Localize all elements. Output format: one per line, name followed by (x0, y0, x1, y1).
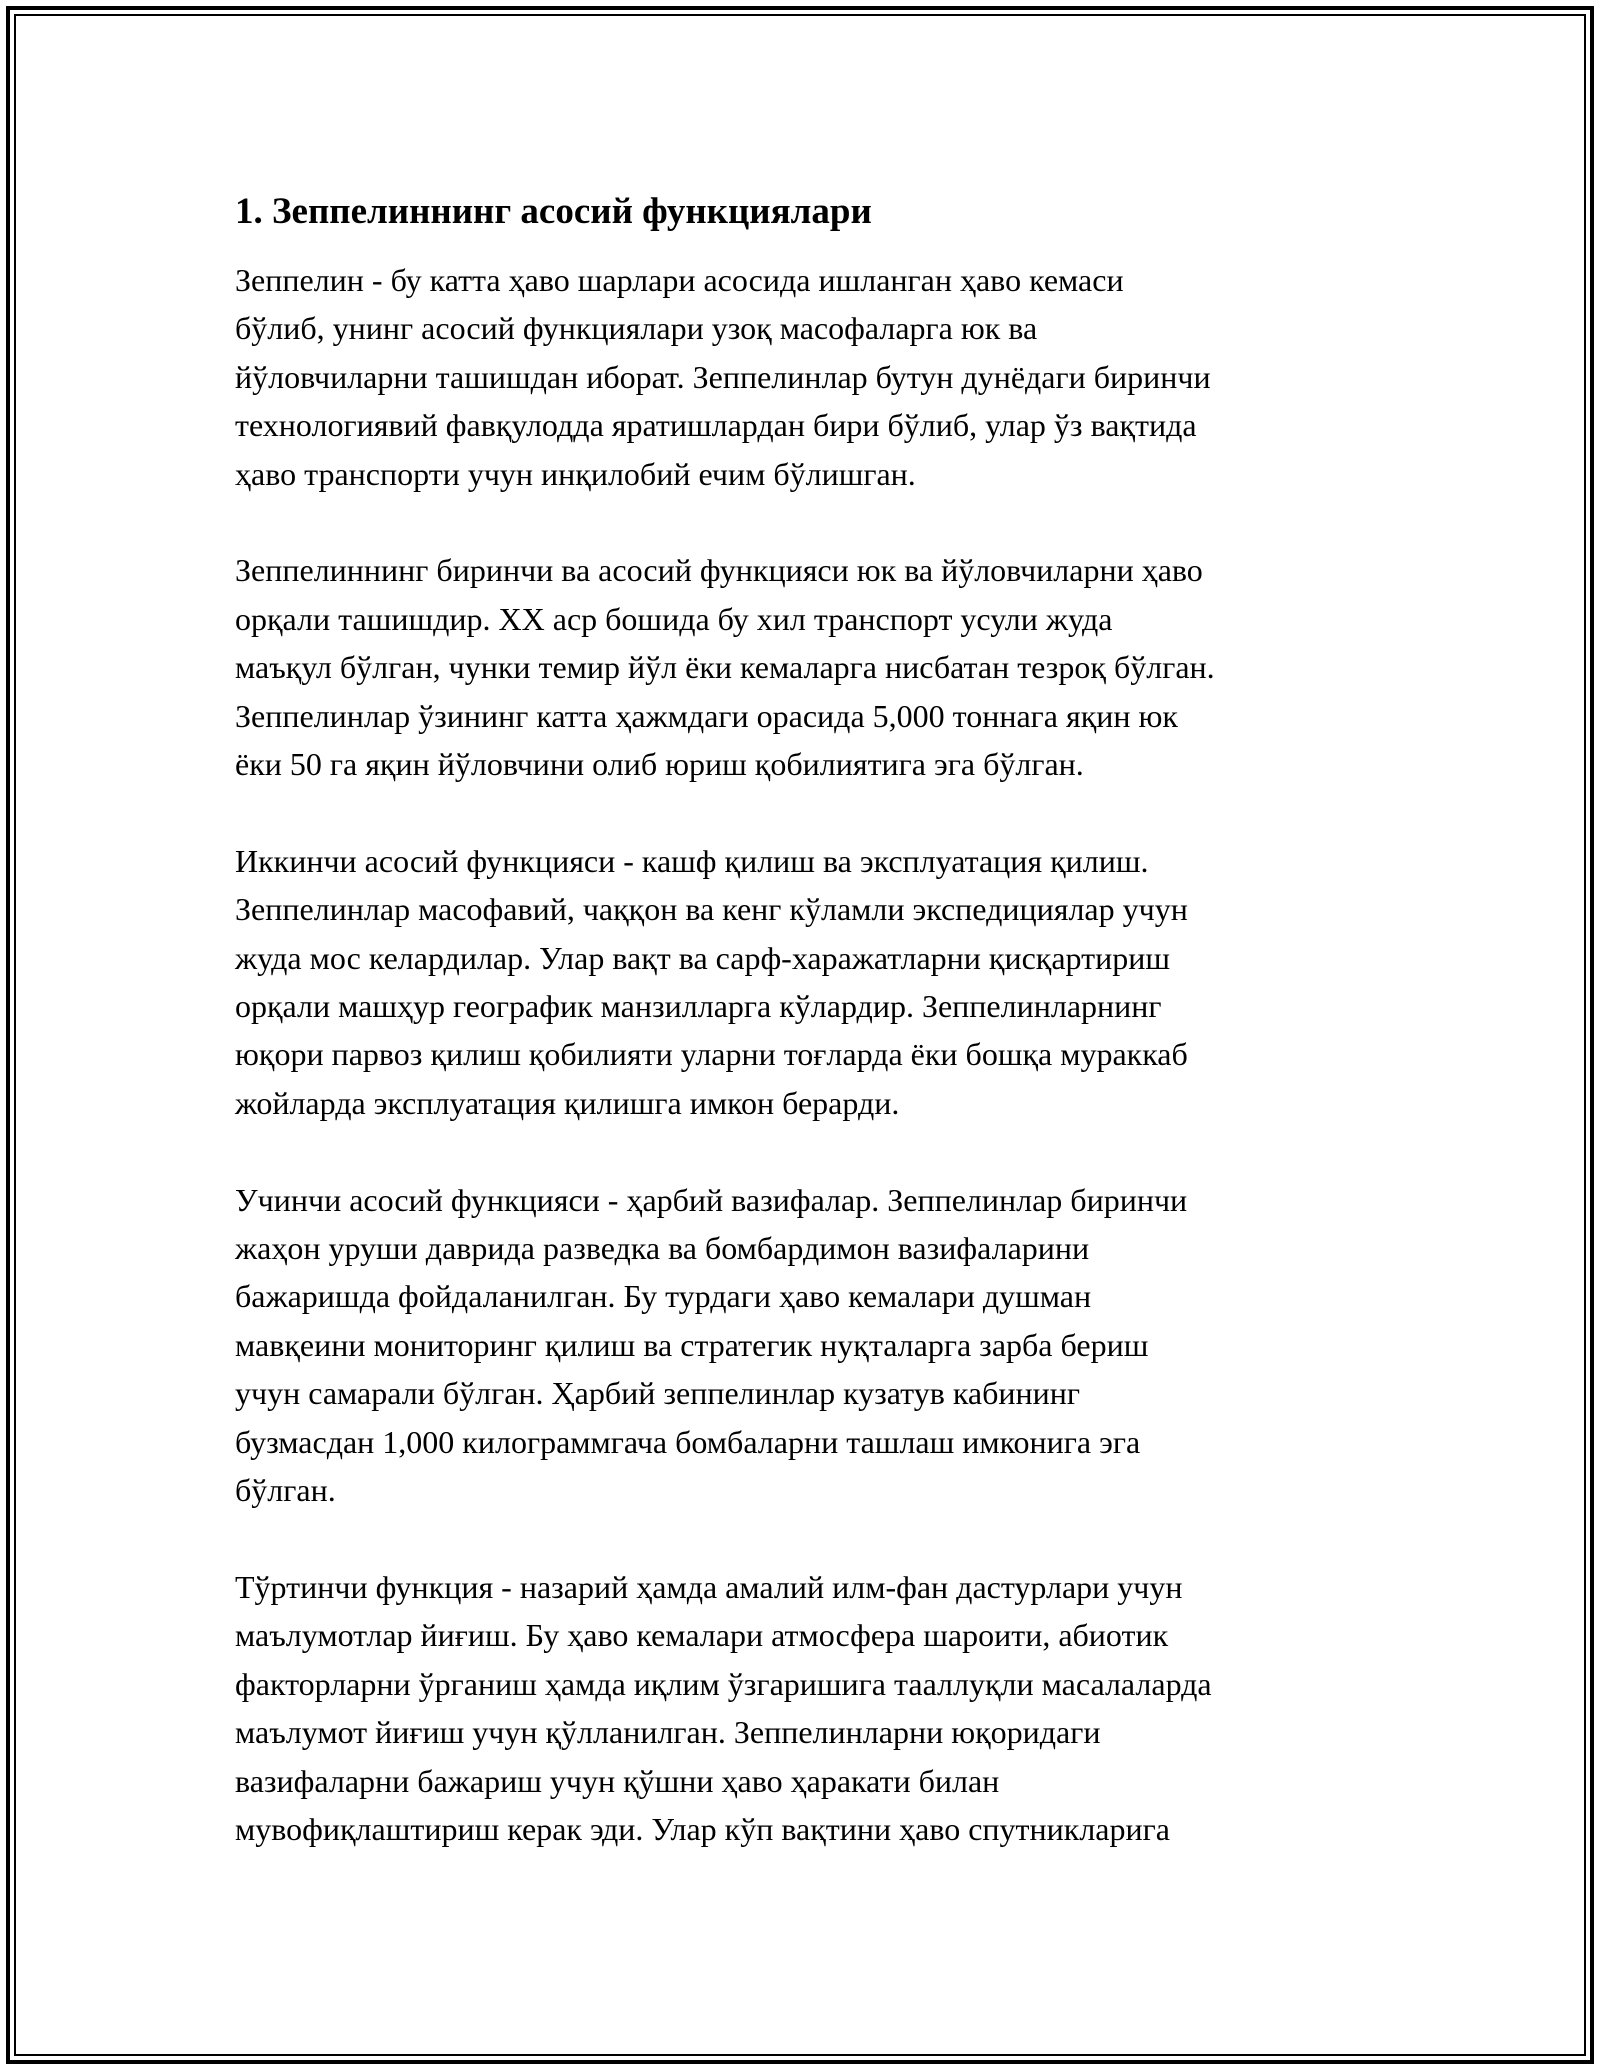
paragraph-4 (235, 1176, 1365, 1515)
text-line: Учинчи асосий функцияси - ҳарбий вазифалар. Зеппелинлар биринчи (235, 1181, 1188, 1218)
paragraph-1 (235, 256, 1365, 498)
paragraph-2 (235, 546, 1365, 788)
text-line: Зеппелинлар масофавий, чаққон ва кенг кўламли экспедициялар учун (235, 891, 1188, 928)
paragraph-3 (235, 837, 1365, 1127)
section-heading: 1. Зеппелиннинг асосий функциялари (235, 191, 872, 232)
text-line: йўловчиларни ташишдан иборат. Зеппелинлар бутун дунёдаги биринчи (235, 358, 1211, 395)
paragraph-5 (235, 1563, 1365, 1853)
text-line: вазифаларни бажариш учун қўшни ҳаво ҳаракати билан (235, 1762, 1000, 1799)
text-line: орқали машҳур географик манзилларга кўлардир. Зеппелинларнинг (235, 988, 1162, 1025)
text-line: бўлиб, унинг асосий функциялари узоқ масофаларга юк ва (235, 310, 1038, 347)
text-line: мавқеини мониторинг қилиш ва стратегик нуқталарга зарба бериш (235, 1326, 1149, 1363)
text-line: жуда мос келардилар. Улар вақт ва сарф-харажатларни қисқартириш (235, 939, 1170, 976)
text-line: факторларни ўрганиш ҳамда иқлим ўзгаришига тааллуқли масалаларда (235, 1665, 1212, 1702)
text-line: технологиявий фавқулодда яратишлардан бири бўлиб, улар ўз вақтида (235, 407, 1197, 444)
text-line: юқори парвоз қилиш қобилияти уларни тоғларда ёки бошқа мураккаб (235, 1036, 1188, 1073)
text-line: Иккинчи асосий функцияси - кашф қилиш ва эксплуатация қилиш. (235, 842, 1149, 879)
text-line: мувофиқлаштириш керак эди. Улар кўп вақтини ҳаво спутникларига (235, 1810, 1170, 1847)
text-line: Зеппелиннинг биринчи ва асосий функцияси юк ва йўловчиларни ҳаво (235, 552, 1203, 589)
text-line: орқали ташишдир. XX аср бошида бу хил транспорт усули жуда (235, 600, 1113, 637)
text-line: бўлган. (235, 1472, 336, 1509)
text-line: ҳаво транспорти учун инқилобий ечим бўлишган. (235, 455, 916, 492)
text-line: жойларда эксплуатация қилишга имкон берарди. (235, 1084, 900, 1121)
text-line: бузмасдан 1,000 килограммгача бомбаларни ташлаш имконига эга (235, 1423, 1141, 1460)
text-line: маъқул бўлган, чунки темир йўл ёки кемаларга нисбатан тезроқ бўлган. (235, 649, 1215, 686)
text-line: ёки 50 га яқин йўловчини олиб юриш қобилиятига эга бўлган. (235, 746, 1084, 783)
document-body (235, 188, 1365, 1853)
text-line: бажаришда фойдаланилган. Бу турдаги ҳаво кемалари душман (235, 1278, 1092, 1315)
text-line: Зеппелинлар ўзининг катта ҳажмдаги орасида 5,000 тоннага яқин юк (235, 697, 1178, 734)
text-line: маълумотлар йиғиш. Бу ҳаво кемалари атмосфера шароити, абиотик (235, 1617, 1169, 1654)
text-line: жаҳон уруши даврида разведка ва бомбардимон вазифаларини (235, 1230, 1090, 1267)
text-line: учун самарали бўлган. Ҳарбий зеппелинлар кузатув кабининг (235, 1375, 1081, 1412)
text-line: маълумот йиғиш учун қўлланилган. Зеппелинларни юқоридаги (235, 1714, 1101, 1751)
text-line: Тўртинчи функция - назарий ҳамда амалий илм-фан дастурлари учун (235, 1568, 1183, 1605)
text-line: Зеппелин - бу катта ҳаво шарлари асосида ишланган ҳаво кемаси (235, 262, 1124, 298)
